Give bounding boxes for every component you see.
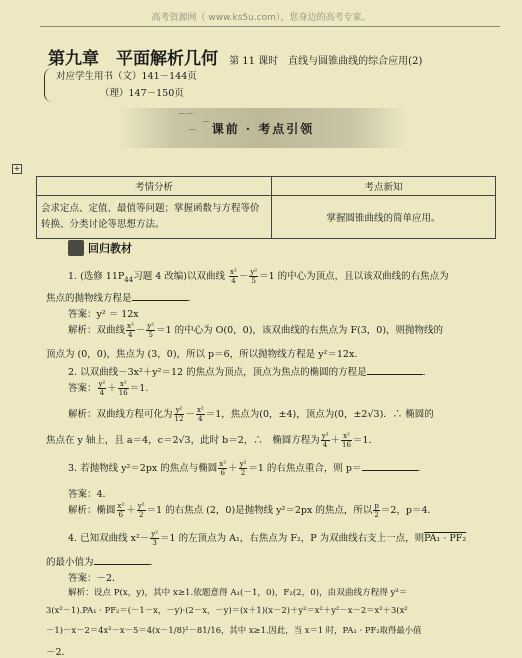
reference-line-1: 对应学生用书（文）141－144页 [56,71,197,82]
banner-title: 课前 · 考点引领 [211,122,315,136]
answer-blank [94,564,150,565]
table-header-row [37,177,496,196]
text: 4. 已知双曲线 x²－ [68,533,150,544]
text: ＝1 的右焦点重合，则 p＝ [248,463,362,474]
analysis-table [36,176,496,239]
section-banner [118,108,408,148]
numerator: y² [250,268,258,276]
numerator: y² [174,406,185,415]
denominator: 6 [220,469,225,477]
denominator: 16 [118,389,128,397]
denominator: 2 [138,511,144,519]
fraction [239,460,248,477]
denominator: 4 [322,441,328,449]
solution-2-line-1 [68,406,434,423]
fraction [150,530,159,547]
text: ＝1 的右焦点 (2，0)是抛物线 y²＝2px 的焦点，所以 [146,505,373,516]
fraction [174,406,185,423]
text: 焦点在 y 轴上，且 a＝4，c＝2√3，此时 b＝2，∴ 椭圆方程为 [46,435,320,446]
text: ＝1 的左顶点为 A₁，右焦点为 F₂，P 为双曲线右支上一点，则 [160,533,425,544]
table-move-handle-icon[interactable]: + [13,164,21,173]
fraction [196,406,205,423]
fraction [117,502,126,519]
text: 习题 4 改编)以双曲线 [133,271,226,282]
solution-1-line-1 [68,322,443,339]
text: ＝2，p＝4． [380,505,438,516]
bird-icon: ⌒ [202,121,210,130]
numerator: x² [127,322,134,330]
denominator: 12 [174,415,184,423]
text: ＋ [228,463,238,474]
answer-blank [132,300,188,301]
denominator: 16 [342,441,351,449]
fraction [146,322,155,339]
numerator: y² [151,530,159,538]
numerator: x² [118,380,129,389]
text: 44 [124,275,134,284]
fraction [137,502,146,519]
table-cell-analysis: 会求定点、定值、最值等问题；掌握函数与方程等价转换、分类讨论等思想方法。 [37,196,272,239]
answer-1: 答案：y² ＝ 12x [68,309,139,320]
question-3 [68,460,421,477]
denominator: 3 [152,539,157,547]
solution-4-line-4: －2． [46,647,72,658]
denominator: 6 [118,511,124,519]
denominator: 4 [99,389,105,397]
denominator: 5 [148,331,153,339]
section-title: 回归教材 [88,242,132,255]
bird-icon: ⌒⌒ [178,113,194,122]
title-row [48,44,422,69]
question-4-line-2 [46,554,153,568]
table-row [37,196,496,239]
solution-4-line-1: 解析：设点 P(x，y)，其中 x≥1.依题意得 A₁(－1，0)，F₂(2，0)，由双曲线方程得 y²＝ [68,588,408,598]
fraction [118,380,129,397]
numerator: y² [321,432,329,440]
text: 2. 以双曲线－3x²＋y²＝12 的焦点为顶点，顶点为焦点的椭圆的方程是 [68,367,367,378]
numerator: x² [219,460,227,468]
text: 解析：双曲线方程可化为 [68,409,173,420]
text: . [149,557,153,568]
question-2 [68,364,426,378]
denominator: 5 [251,277,256,285]
denominator: 4 [128,331,133,339]
denominator: 4 [231,277,236,285]
text: 的最小值为 [46,557,94,568]
text: ＋ [126,505,136,516]
text: ＝1. [129,383,149,394]
text: 3. 若抛物线 y²＝2px 的焦点与椭圆 [68,463,218,474]
text: . [417,463,421,474]
answer-4: 答案：－2． [68,573,122,584]
fraction [126,322,135,339]
book-icon [68,240,84,256]
text: . [187,293,191,304]
fraction [98,380,107,397]
numerator: x² [196,406,204,414]
table-cell-knowledge: 掌握圆锥曲线的简单应用。 [272,196,496,239]
text: － [238,271,249,282]
numerator: x² [341,432,352,441]
question-4-line-1 [68,530,466,547]
text: 解析：椭圆 [68,505,116,516]
table-header-knowledge: 考点新知 [272,177,496,196]
denominator: 2 [374,511,379,519]
solution-4-line-3: －1)－x－2＝4x²－x－5＝4(x－1/8)²－81/16，其中 x≥1.因此，当 x＝1 时，PA₁ · PF₂取得最小值 [46,625,422,635]
numerator: y² [137,502,145,510]
numerator: y² [239,460,247,468]
fraction [321,432,330,449]
book-reference [44,68,197,102]
site-header: 高考资源网（ www.ks5u.com），您身边的高考专家。 [151,13,371,23]
vector-expression: PA₁ · PF₂ [424,533,467,544]
text: － [185,409,195,420]
text: ＝1 的中心为 O(0，0)，该双曲线的右焦点为 F(3，0)，则抛物线的 [156,325,444,336]
fraction [341,432,352,449]
solution-4-line-2: 3(x²－1).PA₁ · PF₂＝(－1－x，－y)·(2－x，－y)＝(x＋1)(x－2)＋y²＝x²＋y²－x－2＝x²＋3(x² [46,605,408,615]
solution-3 [68,502,437,519]
text: ＋ [330,435,341,446]
answer-2 [68,380,148,397]
text: － [135,325,146,336]
text: . [422,367,426,378]
solution-1-line-2: 顶点为 (0，0)，焦点为 (3，0)，所以 p＝6，所以抛物线方程是 y²＝12x. [46,349,358,360]
lesson-subtitle: 第 11 课时 直线与圆锥曲线的综合应用(2) [229,56,423,67]
table-header-analysis: 考情分析 [37,177,272,196]
fraction [249,268,258,285]
bird-icon: ⌒ [188,129,196,138]
text: ＋ [107,383,117,394]
denominator: 2 [240,469,246,477]
numerator: y² [147,322,155,330]
chapter-title: 第九章 平面解析几何 [48,49,218,69]
question-1-line-2 [46,290,191,304]
text: ＝1. [352,435,372,446]
reference-line-2: （理）147－150页 [100,88,184,99]
numerator: y² [98,380,106,388]
fraction [218,460,227,477]
text: ＝1，焦点为(0，±4)，顶点为(0，±2√3)．∴ 椭圆的 [205,409,434,420]
reference-bracket [44,68,53,102]
answer-blank [362,470,418,471]
denominator: 4 [198,415,203,423]
answer-3: 答案：4． [68,489,113,500]
text: 焦点的抛物线方程是 [46,293,132,304]
numerator: x² [117,502,125,510]
text: 答案： [68,383,97,394]
text: 解析：双曲线 [68,325,126,336]
text: 1. (选修 11P [68,271,125,282]
answer-blank [367,374,423,375]
numerator: x² [230,268,237,276]
text: ＝1 的中心为顶点，且以该双曲线的右焦点为 [259,271,449,282]
header-divider [40,26,500,27]
fraction [229,268,238,285]
question-1-line-1 [68,268,449,285]
numerator: p [374,502,379,510]
fraction [373,502,379,519]
solution-2-line-2 [46,432,372,449]
